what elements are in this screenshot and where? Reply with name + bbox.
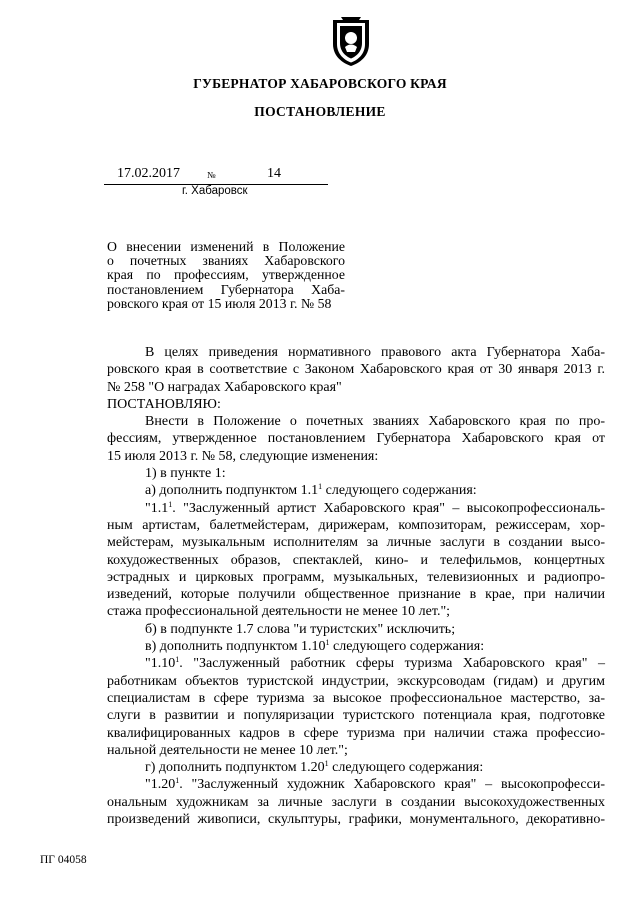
- body-line: 1) в пункте 1:: [145, 466, 226, 482]
- subject-line: о почетных званиях Хабаровского: [107, 253, 345, 269]
- body-line: г) дополнить подпунктом 1.20$^1$ следующего содержания:: [145, 759, 484, 776]
- body-line: изведений, которые получили общественное признание в крае, при наличии: [107, 587, 605, 603]
- khabarovsk-coat-of-arms-icon: [329, 14, 373, 68]
- body-line: стажа профессиональной деятельности не менее 10 лет.";: [107, 604, 451, 620]
- body-line: ровского края в соответствие с Законом Хабаровского края от 30 января 2013 г.: [107, 362, 605, 378]
- body-line: кохудожественных образов, спектаклей, кино- и телефильмов, концертных: [107, 552, 605, 568]
- body-line: эстрадных и цирковых программ, музыкальных, телевизионных и радиопро-: [107, 569, 605, 585]
- issuing-authority: ГУБЕРНАТОР ХАБАРОВСКОГО КРАЯ: [193, 76, 447, 91]
- body-line: В целях приведения нормативного правового акта Губернатора Хаба-: [145, 345, 605, 360]
- body-line: Внести в Положение о почетных званиях Хабаровского края по про-: [145, 414, 605, 430]
- body-line: слуги в развитии и популяризации туристского потенциала края, подготовке: [107, 708, 605, 724]
- document-place: г. Хабаровск: [182, 185, 248, 197]
- body-line: квалифицированных кадров в сфере туризма при наличии стажа профессио-: [107, 725, 605, 741]
- document-subject: [107, 240, 345, 311]
- body-line: в) дополнить подпунктом 1.10$^1$ следующего содержания:: [145, 638, 485, 655]
- document-date: 17.02.2017: [117, 166, 180, 181]
- body-line: а) дополнить подпунктом $1.1^1$ следующего содержания:: [145, 482, 477, 499]
- subject-line: постановлением Губернатора Хаба-: [107, 281, 345, 297]
- document-body: [107, 344, 605, 828]
- body-line: нальной деятельности не менее 10 лет.";: [107, 742, 348, 758]
- subject-line: края по профессиям, утвержденное: [107, 267, 345, 283]
- subject-line: ровского края от 15 июля 2013 г. № 58: [107, 295, 332, 311]
- body-line: произведений живописи, скульптуры, графики, монументального, декоративно-: [107, 812, 605, 828]
- number-sign: №: [207, 170, 216, 180]
- body-line: мейстерам, музыкальным исполнителям за личные заслуги в создании высо-: [107, 535, 605, 551]
- body-line: специалистам в сфере туризма за высокое профессиональное мастерство, за-: [107, 690, 605, 706]
- body-line: работникам объектов туристской индустрии, экскурсоводам (гидам) и другим: [107, 673, 605, 689]
- body-line: "$1.1^1$. "Заслуженный артист Хабаровского края" – высокопрофессиональ-: [145, 499, 605, 516]
- body-line: "1.20$^1$. "Заслуженный художник Хабаровского края" – высокопрофесси-: [145, 776, 605, 793]
- resolution-keyword: ПОСТАНОВЛЯЮ:: [107, 396, 221, 412]
- document-number: 14: [267, 166, 281, 181]
- body-line: "1.10$^1$. "Заслуженный работник сферы туризма Хабаровского края" –: [145, 655, 605, 672]
- body-line: ным артистам, балетмейстерам, дирижерам, композиторам, режиссерам, хор-: [107, 517, 605, 533]
- body-line: ональным художникам за личные заслуги в создании высокохудожественных: [107, 794, 605, 810]
- body-line: фессиям, утвержденное постановлением Губернатора Хабаровского края от: [107, 431, 605, 447]
- body-line: 15 июля 2013 г. № 58, следующие изменения:: [107, 448, 379, 464]
- subject-line: О внесении изменений в Положение: [107, 239, 345, 254]
- body-line: б) в подпункте 1.7 слова "и туристских" исключить;: [145, 621, 456, 637]
- document-type: ПОСТАНОВЛЕНИЕ: [254, 104, 386, 119]
- date-number-line: [104, 166, 328, 185]
- body-line: № 258 "О наградах Хабаровского края": [107, 379, 342, 395]
- form-code: ПГ 04058: [40, 854, 87, 866]
